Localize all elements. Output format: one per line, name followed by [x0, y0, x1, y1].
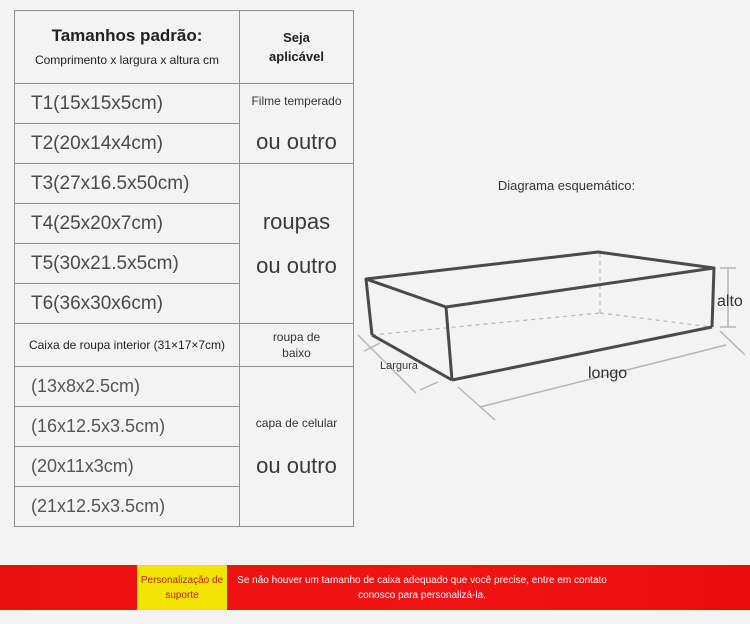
size-underwear-box: Caixa de roupa interior (31×17×7cm)	[15, 324, 240, 367]
size-phone-3: (20x11x3cm)	[15, 447, 240, 487]
size-t3: T3(27x16.5x50cm)	[15, 164, 240, 204]
size-phone-4: (21x12.5x3.5cm)	[15, 487, 240, 527]
customization-message: Se não houver um tamanho de caixa adequado que você precise, entre em contato conosco para personalizá-la.	[237, 575, 607, 601]
table-row	[15, 367, 354, 407]
table-title: Tamanhos padrão:	[51, 26, 203, 45]
table-row	[15, 164, 354, 204]
group-secondary-label: ou outro	[256, 128, 337, 154]
size-t1: T1(15x15x5cm)	[15, 84, 240, 124]
customization-tag	[137, 565, 227, 610]
header-size-cell	[15, 11, 240, 84]
height-label: alto	[717, 293, 743, 310]
size-t2: T2(20x14x4cm)	[15, 124, 240, 164]
width-label: Largura	[380, 360, 418, 372]
group-phone-case	[240, 367, 354, 527]
box-diagram	[350, 235, 750, 425]
size-phone-1: (13x8x2.5cm)	[15, 367, 240, 407]
table-row	[15, 324, 354, 367]
group-primary-label: Filme temperado	[251, 93, 342, 108]
group-underwear	[240, 324, 354, 367]
group-tempered-film	[240, 84, 354, 164]
size-t4: T4(25x20x7cm)	[15, 204, 240, 244]
table-row	[15, 84, 354, 124]
customization-tag-label: Personalização de suporte	[140, 574, 224, 601]
group-clothes	[240, 164, 354, 324]
custom-size-banner	[0, 565, 750, 610]
header-apply-cell	[240, 11, 354, 84]
size-t5: T5(30x21.5x5cm)	[15, 244, 240, 284]
size-table	[14, 10, 354, 527]
table-subtitle: Comprimento x largura x altura cm	[34, 53, 220, 67]
group-primary-label: capa de celular	[255, 415, 338, 430]
length-label: longo	[588, 365, 628, 382]
size-phone-2: (16x12.5x3.5cm)	[15, 407, 240, 447]
group-primary-label: roupa de baixo	[272, 330, 321, 360]
group-primary-label: roupas	[262, 208, 331, 234]
group-secondary-label: ou outro	[256, 252, 337, 278]
table-header-row	[15, 11, 354, 84]
group-secondary-label: ou outro	[256, 452, 337, 478]
size-t6: T6(36x30x6cm)	[15, 284, 240, 324]
apply-header-label: Seja aplicável	[269, 30, 324, 64]
diagram-title: Diagrama esquemático:	[497, 178, 636, 193]
